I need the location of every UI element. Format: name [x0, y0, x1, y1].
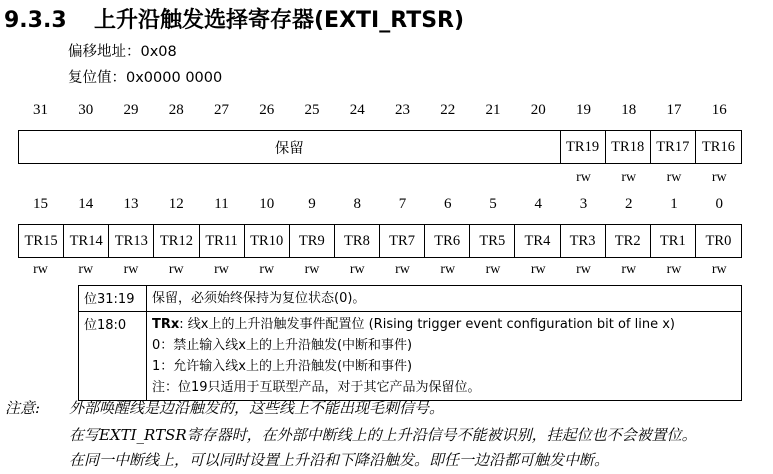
bit-number: 24 [349, 102, 365, 118]
note-line: 在写EXTI_RTSR寄存器时，在外部中断线上的上升沿信号不能被识别，挂起位也不会被置位。 [69, 426, 697, 444]
bit-number: 17 [666, 102, 682, 118]
reset-value: 复位值：0x0000 0000 [68, 70, 223, 86]
bit-number: 21 [485, 102, 501, 118]
access-type: rw [78, 262, 94, 277]
desc-line: TRx: 线x上的上升沿触发事件配置位 (Rising trigger event configuration bit of line x) [152, 317, 675, 332]
access-type: rw [530, 262, 546, 277]
offset-address: 偏移地址：0x08 [68, 44, 177, 60]
note-label: 注意: [5, 399, 41, 417]
register-field: TR11 [200, 225, 245, 257]
bit-number: 12 [168, 196, 184, 212]
register-field: TR1 [651, 225, 696, 257]
register-field: TR7 [380, 225, 425, 257]
bit-number: 22 [440, 102, 456, 118]
register-field: TR5 [470, 225, 515, 257]
register-field: TR17 [651, 131, 696, 163]
register-field: TR12 [154, 225, 199, 257]
access-type: rw [711, 170, 727, 185]
bit-number: 13 [123, 196, 139, 212]
desc-line: 注：位19只适用于互联型产品，对于其它产品为保留位。 [152, 380, 481, 395]
bit-number: 4 [534, 196, 542, 212]
field-bits: 位18:0 [79, 312, 147, 401]
field-desc [147, 286, 742, 312]
bit-number: 1 [670, 196, 678, 212]
register-field: 保留 [19, 131, 561, 163]
register-field: TR9 [290, 225, 335, 257]
bit-number: 27 [214, 102, 229, 118]
register-field: TR6 [425, 225, 470, 257]
bit-number: 29 [123, 102, 139, 118]
register-field: TR16 [701, 138, 735, 155]
bit-number: 19 [576, 102, 591, 118]
access-type: rw [123, 262, 139, 277]
bit-number: 16 [711, 102, 727, 118]
table-row [79, 286, 742, 312]
access-type: rw [259, 262, 275, 277]
access-type: rw [666, 170, 682, 185]
bit-number: 11 [214, 196, 229, 212]
table-row [79, 312, 742, 401]
bit-number: 9 [308, 196, 316, 212]
register-field: TR14 [64, 225, 109, 257]
section-title: 上升沿触发选择寄存器(EXTI_RTSR) [94, 8, 465, 33]
access-type: rw [349, 262, 365, 277]
field-description-table [78, 285, 742, 401]
bit-number: 3 [579, 196, 588, 212]
desc-line: 0：禁止输入线x上的上升沿触发(中断和事件) [152, 338, 413, 353]
register-field: TR13 [109, 225, 154, 257]
field-bits: 位31:19 [79, 286, 147, 312]
register-upper-row [18, 130, 742, 164]
section-number: 9.3.3 [4, 8, 67, 33]
bit-number: 18 [621, 102, 637, 118]
note-line: 在同一中断线上，可以同时设置上升沿和下降沿触发。即任一边沿都可触发中断。 [69, 451, 610, 469]
bit-number: 6 [444, 196, 452, 212]
bit-number: 7 [398, 196, 407, 212]
register-field: TR18 [606, 131, 651, 163]
access-type: rw [33, 262, 48, 277]
bit-number: 8 [353, 196, 361, 212]
access-type: rw [395, 262, 410, 277]
bit-number: 23 [395, 102, 410, 118]
access-type: rw [576, 170, 591, 185]
bit-number: 0 [715, 196, 723, 212]
bit-number: 2 [625, 196, 633, 212]
access-type: rw [214, 262, 229, 277]
access-type: rw [304, 262, 320, 277]
access-type: rw [621, 262, 637, 277]
desc-line: 1：允许输入线x上的上升沿触发(中断和事件) [152, 359, 413, 374]
bit-number: 5 [489, 196, 497, 212]
register-field: TR8 [335, 225, 380, 257]
register-field: TR3 [561, 225, 606, 257]
register-field: TR4 [515, 225, 560, 257]
field-desc [147, 312, 742, 401]
bit-number: 10 [259, 196, 275, 212]
access-type: rw [440, 262, 456, 277]
register-field: TR15 [19, 225, 64, 257]
access-type: rw [485, 262, 501, 277]
bit-number: 31 [33, 102, 48, 118]
access-type: rw [621, 170, 637, 185]
register-field: TR0 [705, 232, 732, 249]
bit-number: 20 [530, 102, 546, 118]
access-type: rw [711, 262, 727, 277]
bit-number: 14 [78, 196, 94, 212]
bit-number: 26 [259, 102, 275, 118]
register-field: TR10 [245, 225, 290, 257]
bit-number: 30 [78, 102, 94, 118]
note-line: 外部唤醒线是边沿触发的，这些线上不能出现毛刺信号。 [69, 399, 445, 417]
register-field: TR19 [561, 131, 606, 163]
bit-number: 15 [33, 196, 48, 212]
desc-line: 保留，必须始终保持为复位状态(0)。 [152, 291, 366, 306]
bit-number: 25 [304, 102, 320, 118]
access-type: rw [666, 262, 682, 277]
register-lower-row [18, 224, 742, 258]
access-type: rw [168, 262, 184, 277]
field-name: TRx [152, 317, 180, 332]
bit-number: 28 [168, 102, 184, 118]
section-heading [4, 3, 464, 34]
register-field: TR2 [606, 225, 651, 257]
access-type: rw [576, 262, 591, 277]
